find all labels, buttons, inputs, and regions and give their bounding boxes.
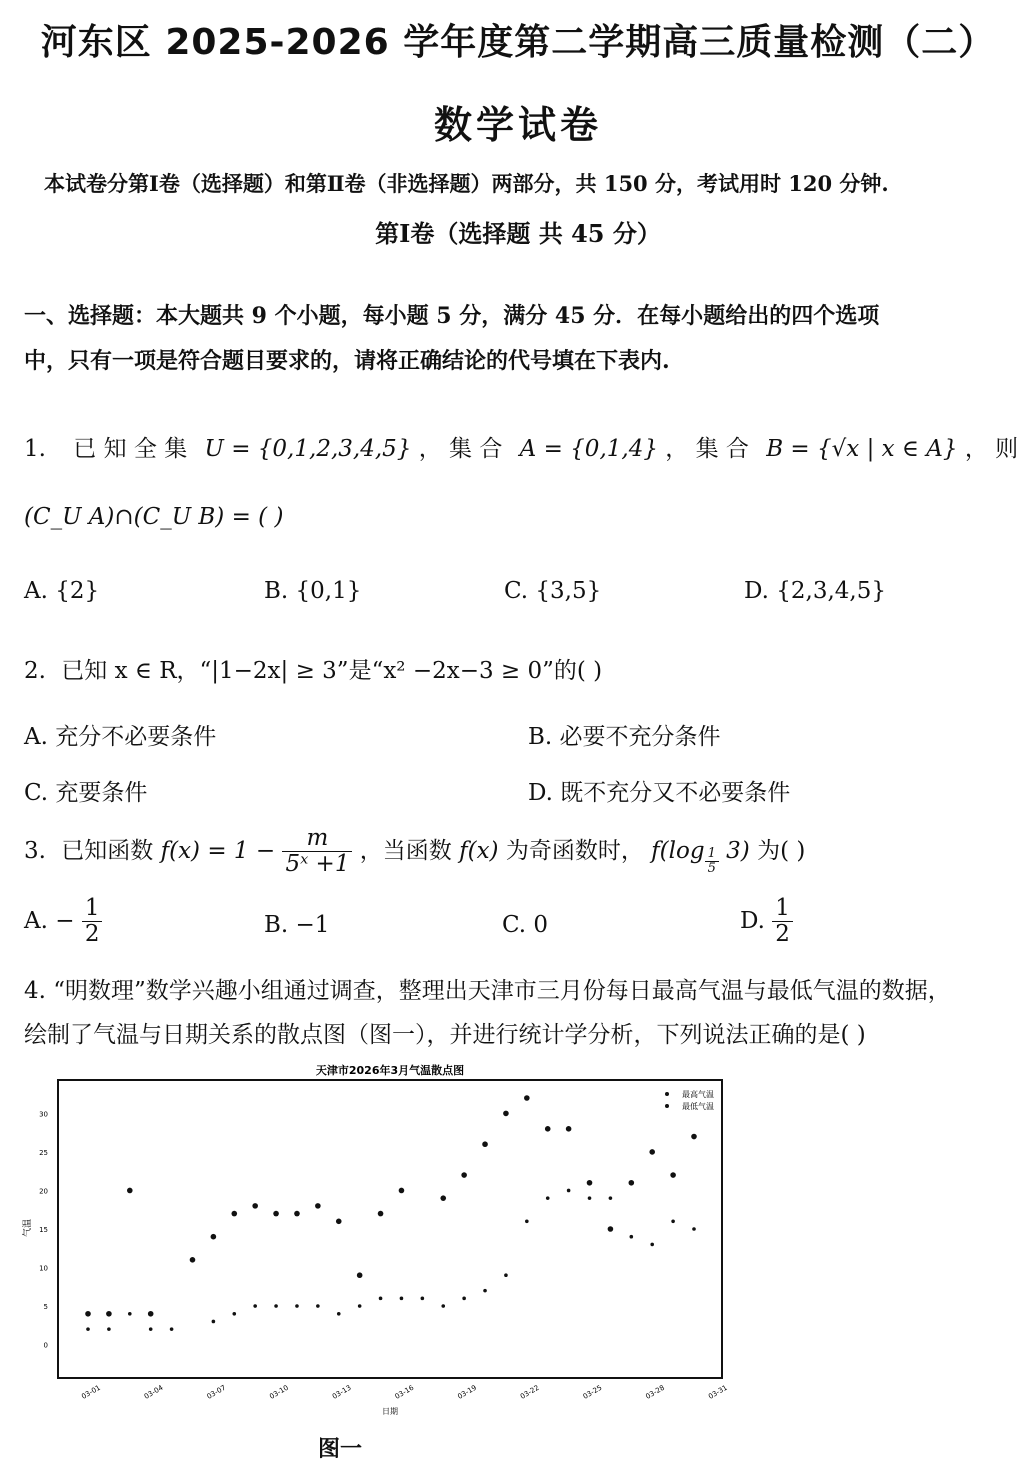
q2-option-d[interactable] [528, 774, 790, 807]
x-tick-label: 03-25 [581, 1383, 604, 1401]
question-1 [24, 430, 1019, 463]
fraction-denominator: 2 [775, 921, 790, 948]
fraction-denominator: 2 [84, 921, 100, 948]
q3-option-c[interactable] [502, 912, 548, 938]
high-temp-point [587, 1180, 593, 1186]
y-tick-label: 5 [43, 1303, 48, 1312]
y-tick-label: 25 [39, 1148, 48, 1157]
section-line-2: 中，只有一项是符合题目要求的，请将正确结论的代号填在下表内. [24, 348, 670, 374]
question-text: “明数理”数学兴趣小组通过调查，整理出天津市三月份每日最高气温与最低气温的数据， [53, 978, 951, 1004]
high-temp-point [106, 1311, 112, 1317]
question-text: 为( ) [757, 837, 806, 864]
chart-title: 天津市2026年3月气温散点图 [315, 1064, 465, 1077]
high-temp-point [148, 1311, 154, 1317]
low-temp-point [609, 1196, 613, 1200]
low-temp-point [546, 1196, 550, 1200]
option-value: 既不充分又不必要条件 [560, 780, 791, 806]
legend-marker-low [665, 1104, 669, 1108]
section-line-1: 一、选择题：本大题共 9 个小题，每小题 5 分，满分 45 分．在每小题给出的四个选项 [24, 303, 880, 329]
question-text: 已知函数 [61, 837, 154, 864]
figure-caption: 图一 [318, 1436, 363, 1462]
high-temp-point [670, 1172, 676, 1178]
x-tick-label: 03-31 [707, 1383, 729, 1401]
x-tick-label: 03-28 [644, 1383, 667, 1401]
high-temp-point [482, 1141, 488, 1147]
option-value: {0,1} [295, 578, 362, 604]
q3-option-a[interactable] [24, 896, 102, 948]
option-label: D. [744, 578, 769, 604]
question-text: 已 知 全 集 [73, 436, 188, 462]
legend-label-low: 最低气温 [682, 1102, 714, 1111]
option-value: {3,5} [535, 578, 602, 604]
log-base [705, 847, 719, 877]
q2-option-a[interactable] [24, 718, 216, 751]
low-temp-point [441, 1304, 445, 1308]
low-temp-point [316, 1304, 320, 1308]
high-temp-point [315, 1203, 321, 1209]
option-label: B. [264, 578, 289, 604]
option-label: A. [24, 578, 48, 604]
q1-option-d[interactable] [744, 578, 886, 604]
option-value: 0 [533, 912, 549, 938]
low-temp-point [128, 1312, 132, 1316]
x-tick-label: 03-13 [330, 1383, 353, 1401]
fraction-numerator: m [282, 826, 352, 852]
option-value: 必要不充分条件 [559, 724, 721, 750]
plot-frame [58, 1080, 722, 1378]
low-temp-point [358, 1304, 362, 1308]
log-query: f(log [651, 837, 705, 864]
high-temp-point [524, 1095, 530, 1101]
option-label: D. [740, 907, 765, 934]
set-u: U = {0,1,2,3,4,5} [204, 436, 412, 462]
x-tick-label: 03-10 [268, 1383, 290, 1401]
high-temp-point [211, 1234, 217, 1240]
low-temp-point [400, 1297, 404, 1301]
option-label: C. [502, 912, 527, 938]
option-label: D. [528, 780, 553, 806]
question-number: 2. [24, 658, 46, 684]
x-tick-label: 03-22 [519, 1383, 541, 1401]
option-fraction [82, 896, 103, 948]
q1-option-b[interactable] [264, 578, 361, 604]
low-temp-point [253, 1304, 257, 1308]
high-temp-point [273, 1211, 279, 1217]
y-tick-label: 10 [39, 1264, 48, 1273]
low-temp-point [274, 1304, 278, 1308]
question-text: ， 集 合 [665, 436, 749, 462]
option-value: −1 [295, 912, 330, 938]
function-def: f(x) = 1 − [160, 837, 276, 864]
high-temp-point [378, 1211, 384, 1217]
q2-option-b[interactable] [528, 718, 721, 751]
option-value: {2} [55, 578, 100, 604]
low-temp-point [212, 1320, 216, 1324]
y-axis-label: 气温 [23, 1218, 33, 1238]
low-temp-point [107, 1327, 111, 1331]
q1-option-c[interactable] [504, 578, 601, 604]
option-label: C. [504, 578, 529, 604]
x-axis-label: 日期 [382, 1407, 398, 1416]
low-temp-point [630, 1235, 634, 1239]
high-temp-point [231, 1211, 237, 1217]
option-value: {2,3,4,5} [776, 578, 886, 604]
y-tick-label: 30 [39, 1110, 48, 1119]
option-label: C. [24, 780, 49, 806]
exam-intro: 本试卷分第Ⅰ卷（选择题）和第Ⅱ卷（非选择题）两部分，共 150 分，考试用时 120 分钟. [44, 171, 889, 196]
question-3 [24, 826, 805, 878]
y-tick-label: 15 [39, 1226, 48, 1234]
option-label: A. [24, 724, 48, 750]
temperature-scatter-chart [0, 1060, 760, 1430]
low-temp-point [588, 1196, 592, 1200]
high-temp-point [608, 1226, 614, 1232]
high-temp-point [127, 1188, 133, 1194]
option-label: B. [528, 724, 553, 750]
low-temp-point [692, 1227, 696, 1231]
q3-option-d[interactable] [740, 896, 793, 948]
high-temp-point [440, 1195, 446, 1201]
low-temp-point [421, 1297, 425, 1301]
low-temp-point [379, 1297, 383, 1301]
high-temp-point [399, 1188, 405, 1194]
high-temp-point [629, 1180, 635, 1186]
function-ref: f(x) [459, 837, 499, 864]
x-tick-label: 03-16 [393, 1383, 416, 1401]
low-temp-point [86, 1327, 90, 1331]
x-tick-label: 03-07 [205, 1383, 228, 1401]
fraction-numerator: 1 [772, 896, 793, 922]
exam-title: 河东区 2025-2026 学年度第二学期高三质量检测（二） [40, 22, 996, 63]
q3-option-b[interactable] [264, 912, 329, 938]
question-text: ， 集 合 [418, 436, 503, 462]
question-number: 3. [24, 837, 46, 864]
low-temp-point [232, 1312, 236, 1316]
question-text: 为奇函数时， [505, 837, 644, 864]
q2-option-c[interactable] [24, 774, 147, 807]
question-1-expression: (C_U A)∩(C_U B) = ( ) [24, 504, 284, 530]
option-value: 充分不必要条件 [55, 724, 217, 750]
low-temp-point [462, 1297, 466, 1301]
question-2 [24, 652, 602, 685]
log-base-num: 1 [705, 847, 719, 862]
fraction-numerator: 1 [82, 896, 103, 922]
low-temp-point [650, 1243, 654, 1247]
set-b: B = {√x | x ∈ A} [766, 436, 958, 462]
q1-option-a[interactable] [24, 578, 99, 604]
question-number: 4. [24, 978, 46, 1004]
option-fraction [772, 896, 793, 948]
option-sign: − [55, 907, 75, 934]
low-temp-point [170, 1327, 174, 1331]
high-temp-point [294, 1211, 300, 1217]
legend-marker-high [665, 1092, 669, 1096]
high-temp-point [691, 1134, 697, 1140]
low-temp-point [504, 1273, 508, 1277]
set-a: A = {0,1,4} [519, 436, 658, 462]
y-tick-label: 0 [43, 1341, 48, 1350]
x-tick-label: 03-01 [80, 1383, 102, 1401]
high-temp-point [190, 1257, 196, 1263]
question-text: 已知 x ∈ R，“|1−2x| ≥ 3”是“x² −2x−3 ≥ 0”的( ) [61, 658, 603, 684]
log-arg: 3) [718, 837, 750, 864]
high-temp-point [545, 1126, 551, 1132]
question-4 [24, 972, 1014, 1005]
low-temp-point [295, 1304, 299, 1308]
low-temp-point [567, 1189, 571, 1193]
part-one-heading: 第Ⅰ卷（选择题 共 45 分） [375, 219, 661, 248]
high-temp-point [566, 1126, 572, 1132]
high-temp-point [85, 1311, 91, 1317]
x-tick-label: 03-19 [456, 1383, 478, 1401]
low-temp-point [149, 1327, 153, 1331]
log-base-den: 5 [707, 860, 716, 876]
function-fraction [282, 826, 352, 878]
option-label: B. [264, 912, 289, 938]
question-number: 1. [24, 436, 46, 462]
low-temp-point [671, 1219, 675, 1223]
low-temp-point [337, 1312, 341, 1316]
x-tick-label: 03-04 [142, 1383, 165, 1401]
option-value: 充要条件 [55, 780, 148, 806]
y-tick-label: 20 [39, 1187, 48, 1196]
high-temp-point [461, 1172, 467, 1178]
high-temp-point [649, 1149, 655, 1155]
question-text: ，当函数 [359, 837, 452, 864]
legend-label-high: 最高气温 [682, 1090, 714, 1099]
exam-subtitle: 数学试卷 [433, 103, 602, 147]
section-instructions [24, 294, 1004, 384]
high-temp-point [503, 1111, 509, 1117]
high-temp-point [336, 1218, 342, 1224]
question-4-line-2: 绘制了气温与日期关系的散点图（图一），并进行统计学分析，下列说法正确的是( ) [24, 1022, 866, 1048]
question-text: ， 则 [964, 436, 1019, 462]
option-label: A. [24, 907, 48, 934]
high-temp-point [357, 1272, 363, 1278]
low-temp-point [483, 1289, 487, 1293]
low-temp-point [525, 1219, 529, 1223]
fraction-denominator: 5ˣ +1 [285, 851, 350, 878]
high-temp-point [252, 1203, 258, 1209]
